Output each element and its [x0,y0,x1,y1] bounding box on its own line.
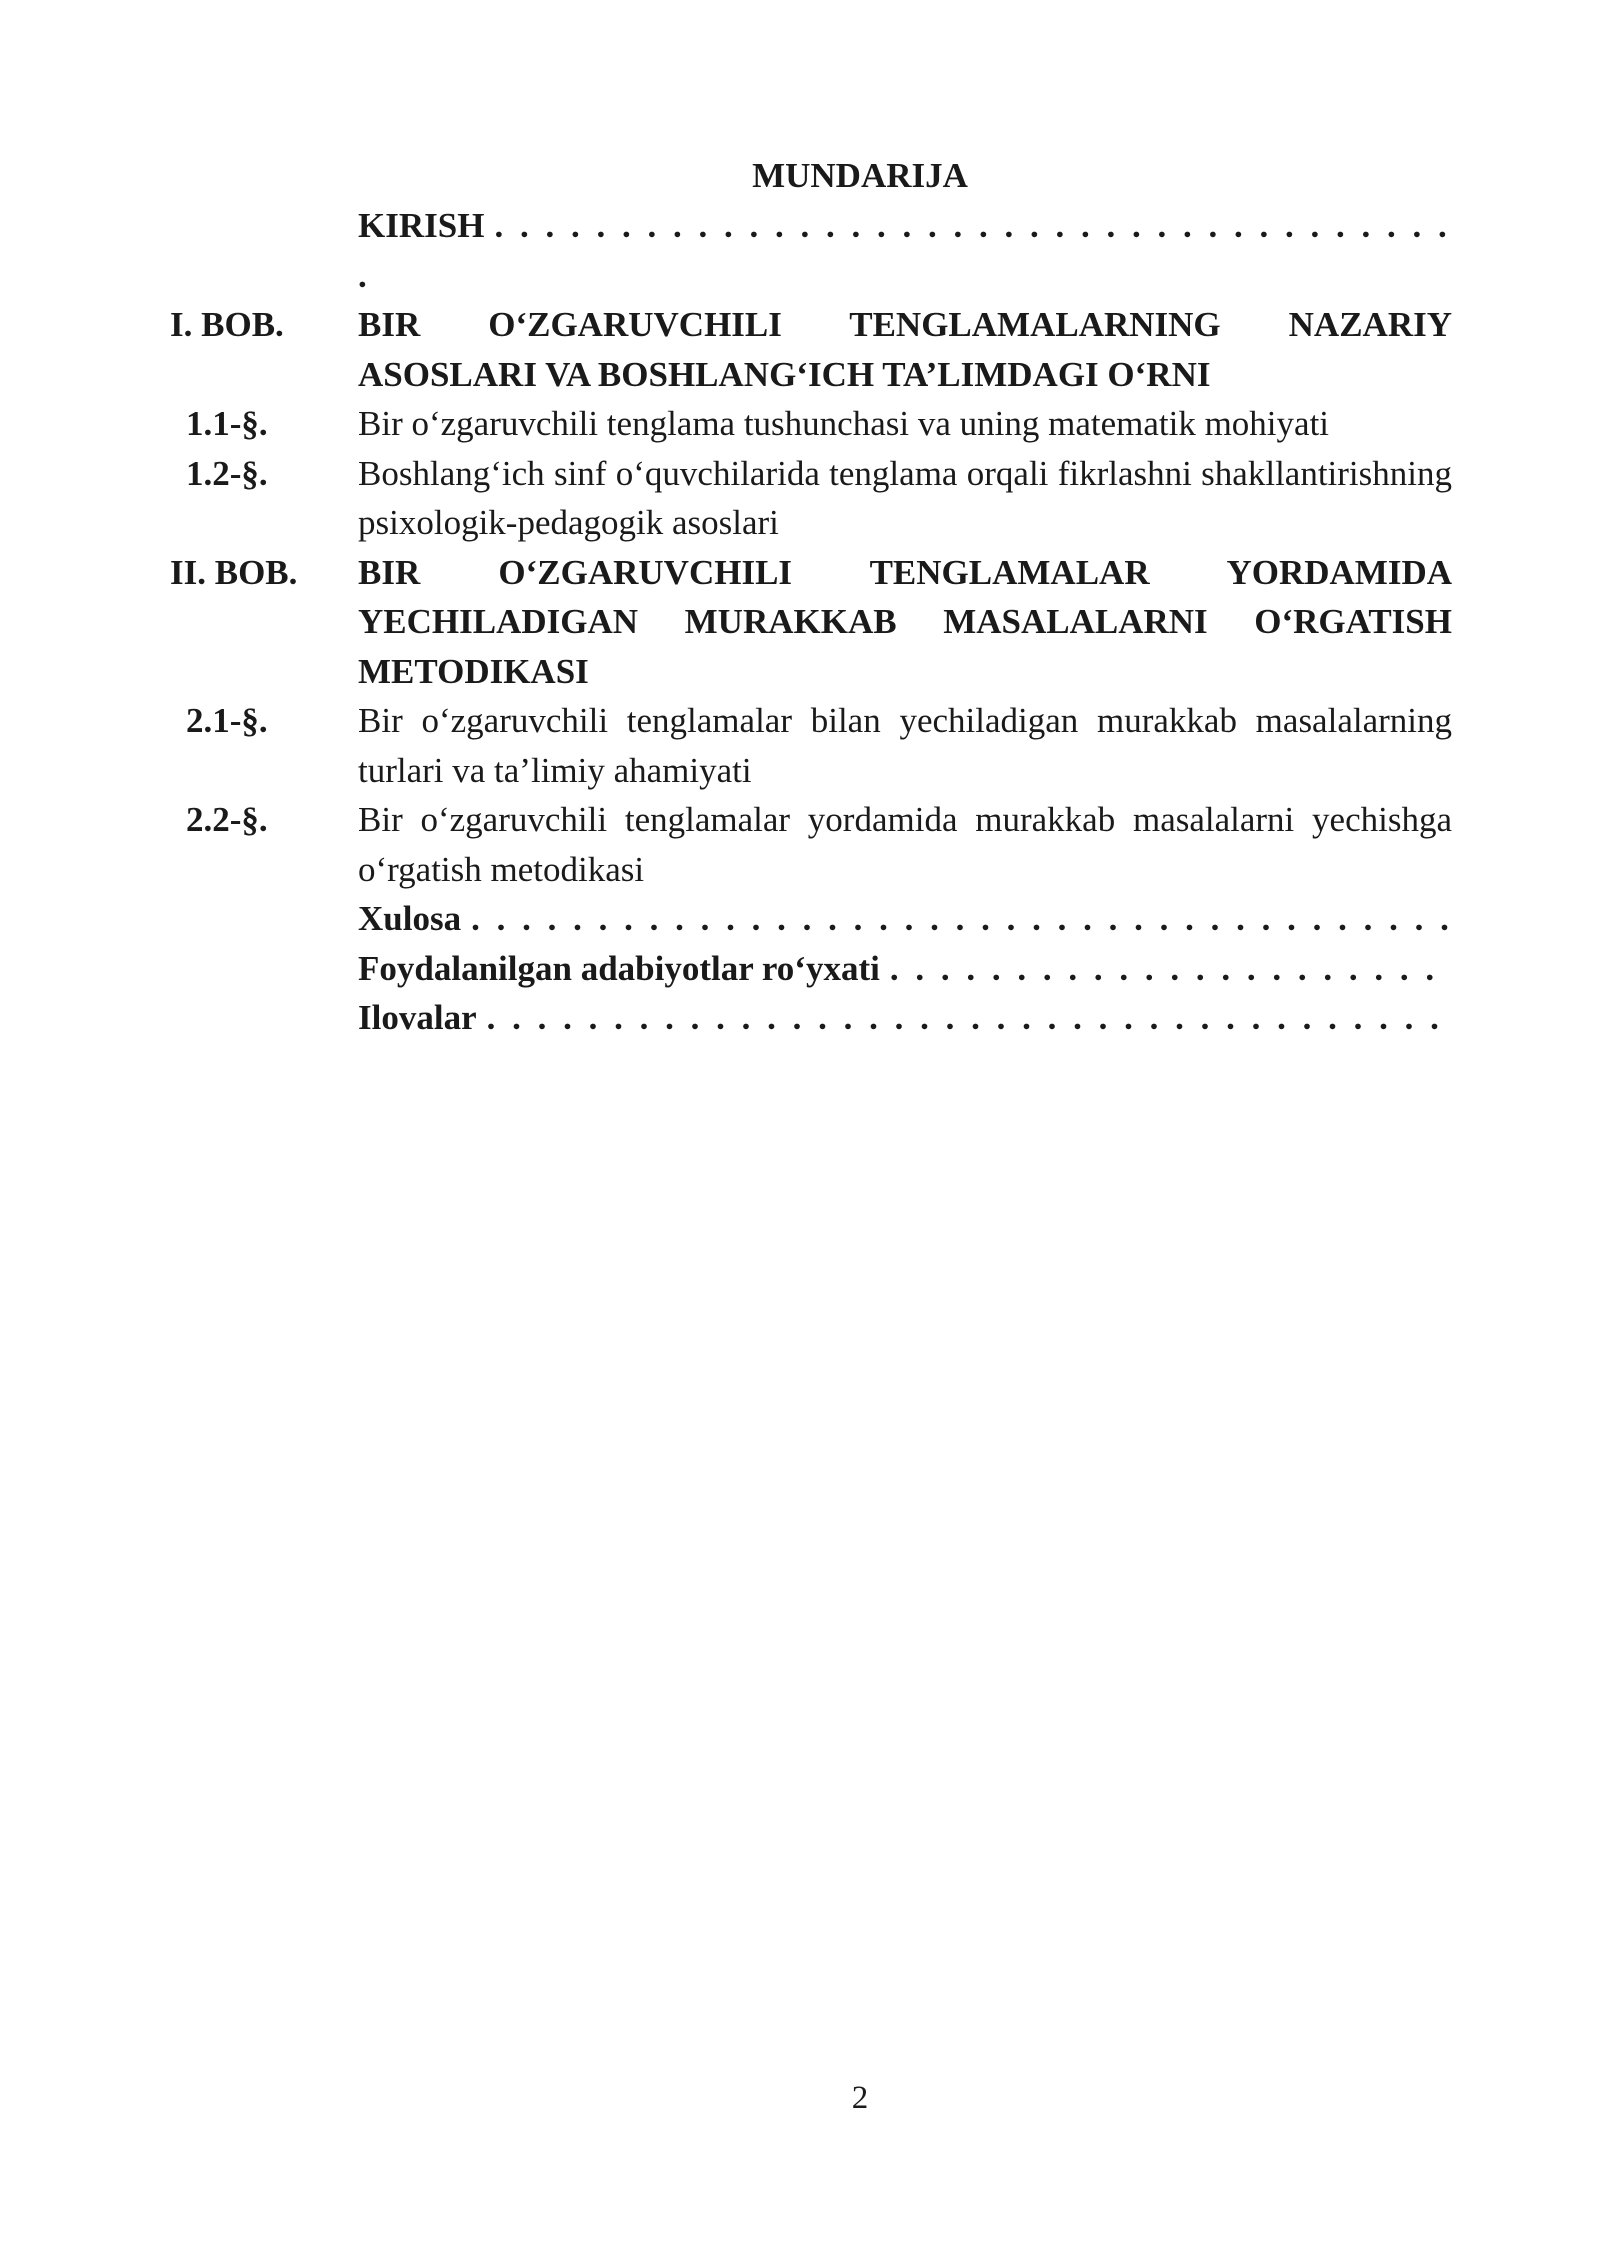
toc-entry-body [358,201,1452,251]
toc-entry-conclusion[interactable] [170,894,1452,944]
toc-entry-chapter-2[interactable] [170,548,1452,697]
dot-leader [494,201,1452,251]
toc-entry-body [358,944,1452,994]
toc-entry-label: Foydalanilgan adabiyotlar ro‘yxati [358,948,880,988]
toc-entry-appendix[interactable] [170,993,1452,1043]
toc-entry-number: II. BOB. [170,552,298,592]
toc-entry-title: Bir o‘zgaruvchili tenglama tushunchasi va uning matematik mohiyati [358,404,1330,443]
toc-entry-number: 1.2-§. [186,453,268,493]
dot-leader [890,944,1452,994]
toc-entry-title: Bir o‘zgaruvchili tenglamalar yordamida murakkab masalalarni yechishga o‘rgatish metodikasi [358,800,1452,889]
toc-entry-section-1-1[interactable] [170,399,1452,449]
toc-entry-label: Xulosa [358,899,462,938]
toc-entry-body [358,894,1452,944]
toc-entry-number: 1.1-§. [186,404,268,443]
toc-entry-body [358,993,1452,1043]
toc-entry-title: BIR O‘ZGARUVCHILI TENGLAMALAR YORDAMIDA YECHILADIGAN MURAKKAB MASALALARNI O‘RGATISH METODIKASI [358,552,1452,691]
toc-entry-section-2-2[interactable] [170,795,1452,894]
toc-entry-number: I. BOB. [170,305,284,344]
dot-leader [471,894,1452,944]
page-number: 2 [851,2080,869,2116]
toc-entry-number: 2.2-§. [186,800,268,839]
toc-entry-label: Ilovalar [358,998,477,1037]
toc-entry-intro[interactable] [170,201,1452,251]
toc-entry-section-1-2[interactable] [170,449,1452,548]
toc-entry-section-2-1[interactable] [170,696,1452,795]
toc-entry-continuation: . [358,255,367,295]
dot-leader [487,993,1452,1043]
toc-entry-label: KIRISH [358,206,485,245]
toc-entry-title: BIR O‘ZGARUVCHILI TENGLAMALARNING NAZARIY ASOSLARI VA BOSHLANG‘ICH TA’LIMDAGI O‘RNI [358,305,1452,394]
page-title: MUNDARIJA [752,156,968,195]
table-of-contents [170,201,1452,1043]
toc-entry-references[interactable] [170,944,1452,994]
toc-entry-chapter-1[interactable] [170,300,1452,399]
toc-entry-title: Bir o‘zgaruvchili tenglamalar bilan yechiladigan murakkab masalalarning turlari va ta’limiy ahamiyati [358,701,1452,790]
toc-entry-number: 2.1-§. [186,701,268,740]
toc-entry-title: Boshlang‘ich sinf o‘quvchilarida tenglama orqali fikrlashni shakllantirishning psixologik-pedagogik asoslari [358,453,1452,542]
